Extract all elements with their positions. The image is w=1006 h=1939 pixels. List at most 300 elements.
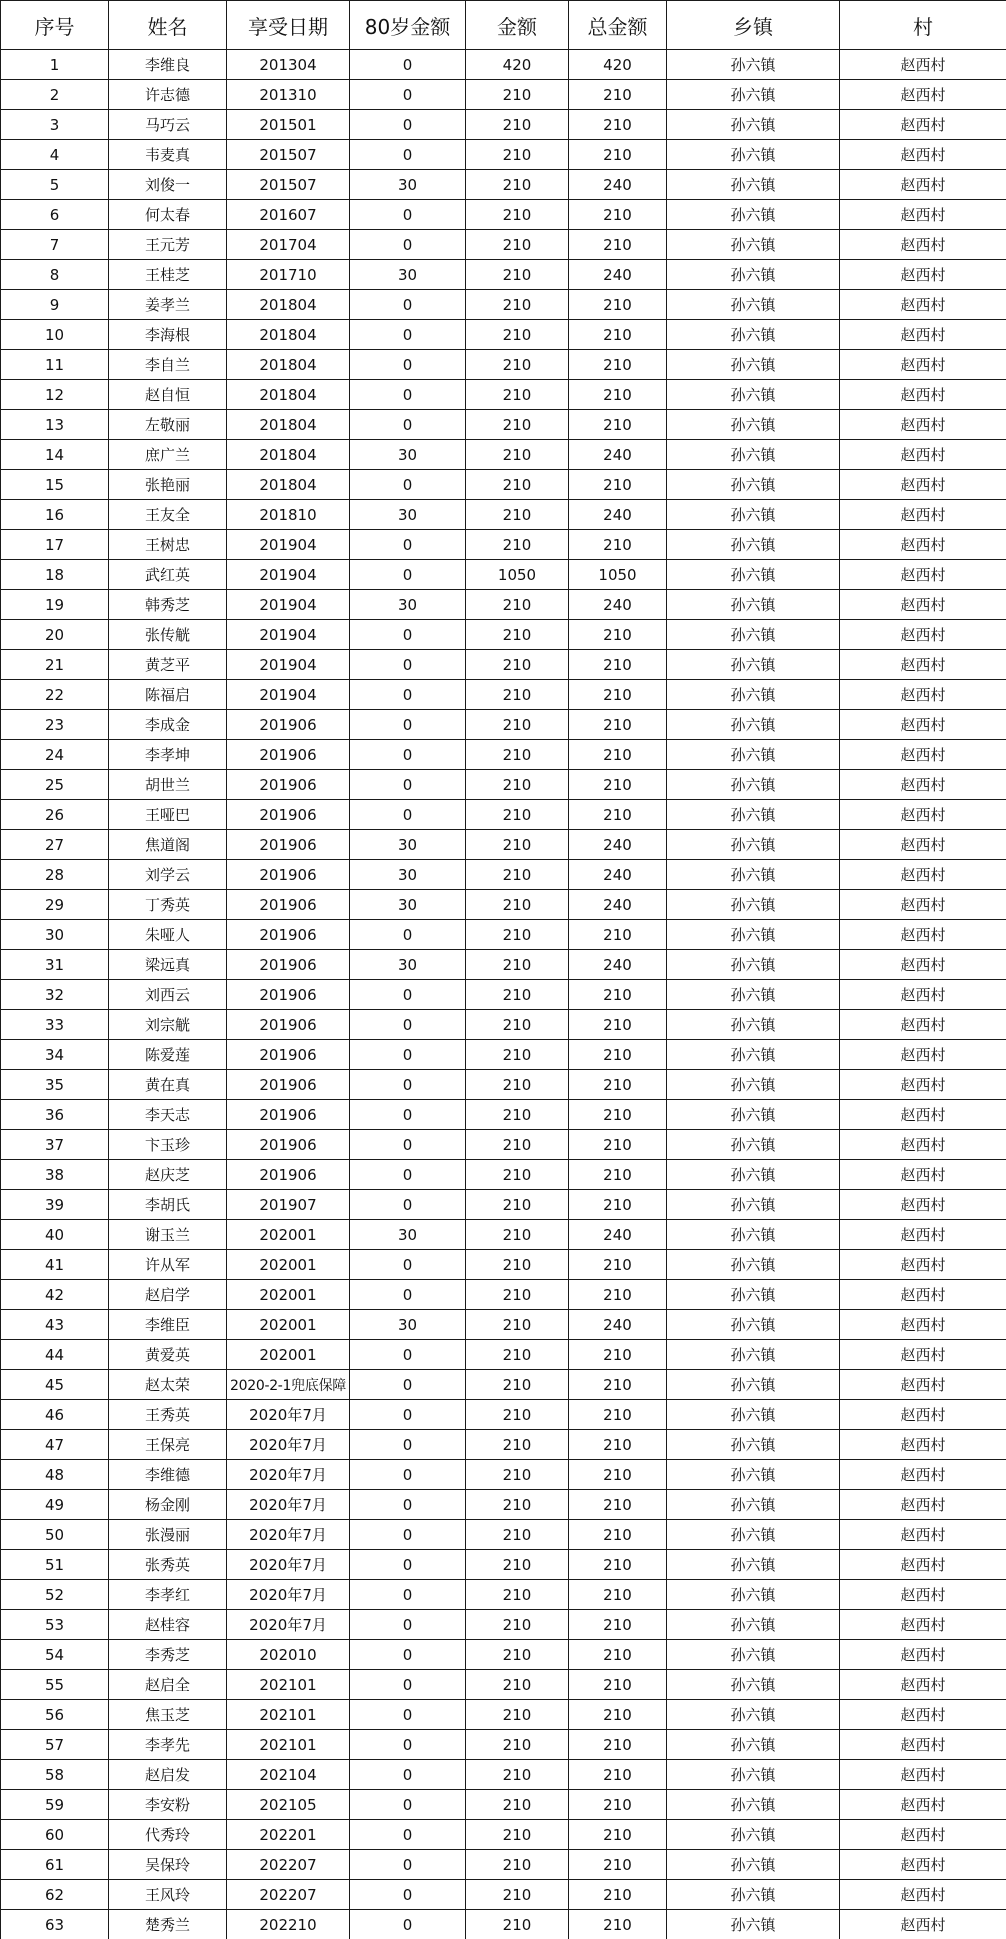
cell-village: 赵西村: [840, 830, 1006, 860]
cell-town: 孙六镇: [667, 1040, 840, 1070]
table-row: [1, 230, 1006, 260]
cell-village: 赵西村: [840, 140, 1006, 170]
cell-age80-amount: 0: [350, 1100, 466, 1130]
cell-village: 赵西村: [840, 410, 1006, 440]
cell-serial-number: 41: [1, 1250, 109, 1280]
cell-start-date: 202105: [227, 1790, 350, 1820]
cell-amount: 210: [466, 1130, 569, 1160]
table-row: [1, 380, 1006, 410]
table-row: [1, 350, 1006, 380]
cell-serial-number: 23: [1, 710, 109, 740]
cell-name: 赵启学: [109, 1280, 227, 1310]
cell-serial-number: 22: [1, 680, 109, 710]
cell-village: 赵西村: [840, 1100, 1006, 1130]
cell-total-amount: 210: [569, 1700, 667, 1730]
cell-village: 赵西村: [840, 1610, 1006, 1640]
cell-town: 孙六镇: [667, 110, 840, 140]
cell-total-amount: 210: [569, 1640, 667, 1670]
cell-total-amount: 210: [569, 680, 667, 710]
cell-total-amount: 210: [569, 1550, 667, 1580]
cell-village: 赵西村: [840, 470, 1006, 500]
cell-village: 赵西村: [840, 380, 1006, 410]
cell-village: 赵西村: [840, 800, 1006, 830]
cell-amount: 210: [466, 230, 569, 260]
cell-age80-amount: 0: [350, 770, 466, 800]
cell-town: 孙六镇: [667, 1220, 840, 1250]
cell-amount: 210: [466, 470, 569, 500]
cell-town: 孙六镇: [667, 590, 840, 620]
cell-amount: 420: [466, 50, 569, 80]
cell-serial-number: 9: [1, 290, 109, 320]
cell-start-date: 2020年7月: [227, 1400, 350, 1430]
cell-town: 孙六镇: [667, 560, 840, 590]
cell-age80-amount: 0: [350, 380, 466, 410]
cell-amount: 210: [466, 380, 569, 410]
cell-amount: 210: [466, 1700, 569, 1730]
cell-village: 赵西村: [840, 1070, 1006, 1100]
cell-amount: 210: [466, 1250, 569, 1280]
cell-total-amount: 210: [569, 80, 667, 110]
cell-amount: 210: [466, 950, 569, 980]
cell-town: 孙六镇: [667, 1520, 840, 1550]
cell-total-amount: 1050: [569, 560, 667, 590]
cell-age80-amount: 30: [350, 830, 466, 860]
table-row: [1, 1100, 1006, 1130]
cell-village: 赵西村: [840, 1760, 1006, 1790]
cell-town: 孙六镇: [667, 1670, 840, 1700]
cell-amount: 210: [466, 620, 569, 650]
cell-amount: 210: [466, 1070, 569, 1100]
cell-total-amount: 210: [569, 1130, 667, 1160]
cell-village: 赵西村: [840, 1640, 1006, 1670]
cell-village: 赵西村: [840, 350, 1006, 380]
cell-name: 王秀英: [109, 1400, 227, 1430]
cell-village: 赵西村: [840, 110, 1006, 140]
table-row: [1, 1790, 1006, 1820]
cell-serial-number: 11: [1, 350, 109, 380]
cell-town: 孙六镇: [667, 290, 840, 320]
cell-age80-amount: 0: [350, 1670, 466, 1700]
cell-serial-number: 63: [1, 1910, 109, 1939]
cell-serial-number: 27: [1, 830, 109, 860]
cell-total-amount: 240: [569, 170, 667, 200]
cell-age80-amount: 0: [350, 1640, 466, 1670]
cell-name: 李成金: [109, 710, 227, 740]
cell-village: 赵西村: [840, 1490, 1006, 1520]
cell-village: 赵西村: [840, 860, 1006, 890]
cell-age80-amount: 0: [350, 1160, 466, 1190]
cell-name: 赵启发: [109, 1760, 227, 1790]
cell-total-amount: 210: [569, 1190, 667, 1220]
cell-start-date: 201804: [227, 470, 350, 500]
cell-village: 赵西村: [840, 650, 1006, 680]
cell-age80-amount: 0: [350, 350, 466, 380]
cell-serial-number: 53: [1, 1610, 109, 1640]
cell-age80-amount: 30: [350, 860, 466, 890]
cell-village: 赵西村: [840, 1700, 1006, 1730]
cell-village: 赵西村: [840, 80, 1006, 110]
cell-amount: 210: [466, 860, 569, 890]
table-header: [1, 1, 1006, 50]
header-amount: 金额: [466, 1, 569, 50]
cell-village: 赵西村: [840, 890, 1006, 920]
table-row: [1, 620, 1006, 650]
cell-name: 李维良: [109, 50, 227, 80]
cell-start-date: 201804: [227, 380, 350, 410]
cell-name: 焦玉芝: [109, 1700, 227, 1730]
cell-start-date: 201906: [227, 890, 350, 920]
cell-total-amount: 210: [569, 1730, 667, 1760]
cell-name: 陈福启: [109, 680, 227, 710]
cell-amount: 210: [466, 1010, 569, 1040]
table-row: [1, 950, 1006, 980]
cell-town: 孙六镇: [667, 1370, 840, 1400]
cell-age80-amount: 0: [350, 1010, 466, 1040]
cell-name: 张艳丽: [109, 470, 227, 500]
cell-village: 赵西村: [840, 260, 1006, 290]
table-row: [1, 170, 1006, 200]
cell-name: 李维臣: [109, 1310, 227, 1340]
table-row: [1, 1220, 1006, 1250]
cell-total-amount: 210: [569, 1910, 667, 1939]
table-row: [1, 1880, 1006, 1910]
cell-serial-number: 36: [1, 1100, 109, 1130]
cell-start-date: 201804: [227, 440, 350, 470]
cell-amount: 210: [466, 590, 569, 620]
cell-total-amount: 210: [569, 1340, 667, 1370]
table-row: [1, 1340, 1006, 1370]
cell-serial-number: 28: [1, 860, 109, 890]
cell-amount: 210: [466, 170, 569, 200]
cell-amount: 210: [466, 710, 569, 740]
cell-village: 赵西村: [840, 1910, 1006, 1939]
cell-total-amount: 210: [569, 740, 667, 770]
cell-village: 赵西村: [840, 1850, 1006, 1880]
table-row: [1, 1730, 1006, 1760]
cell-start-date: 201906: [227, 950, 350, 980]
cell-amount: 210: [466, 1910, 569, 1939]
cell-age80-amount: 0: [350, 1580, 466, 1610]
cell-name: 李孝坤: [109, 740, 227, 770]
header-village: 村: [840, 1, 1006, 50]
cell-village: 赵西村: [840, 530, 1006, 560]
table-row: [1, 290, 1006, 320]
cell-town: 孙六镇: [667, 650, 840, 680]
header-town: 乡镇: [667, 1, 840, 50]
cell-amount: 210: [466, 980, 569, 1010]
cell-serial-number: 62: [1, 1880, 109, 1910]
cell-town: 孙六镇: [667, 1100, 840, 1130]
cell-town: 孙六镇: [667, 740, 840, 770]
cell-start-date: 201906: [227, 980, 350, 1010]
cell-name: 李维德: [109, 1460, 227, 1490]
cell-total-amount: 240: [569, 830, 667, 860]
cell-serial-number: 14: [1, 440, 109, 470]
cell-total-amount: 240: [569, 590, 667, 620]
cell-village: 赵西村: [840, 170, 1006, 200]
cell-amount: 210: [466, 1160, 569, 1190]
cell-serial-number: 16: [1, 500, 109, 530]
cell-age80-amount: 0: [350, 1430, 466, 1460]
table-row: [1, 1250, 1006, 1280]
cell-age80-amount: 0: [350, 230, 466, 260]
cell-name: 王元芳: [109, 230, 227, 260]
cell-start-date: 201906: [227, 1130, 350, 1160]
cell-name: 王哑巴: [109, 800, 227, 830]
cell-total-amount: 210: [569, 1370, 667, 1400]
cell-total-amount: 210: [569, 980, 667, 1010]
table-row: [1, 1640, 1006, 1670]
cell-start-date: 202001: [227, 1280, 350, 1310]
cell-serial-number: 25: [1, 770, 109, 800]
cell-town: 孙六镇: [667, 1250, 840, 1280]
cell-serial-number: 47: [1, 1430, 109, 1460]
cell-amount: 210: [466, 1430, 569, 1460]
cell-age80-amount: 0: [350, 1910, 466, 1939]
cell-total-amount: 210: [569, 140, 667, 170]
cell-start-date: 201906: [227, 800, 350, 830]
cell-town: 孙六镇: [667, 170, 840, 200]
cell-name: 武红英: [109, 560, 227, 590]
cell-total-amount: 210: [569, 350, 667, 380]
cell-village: 赵西村: [840, 1670, 1006, 1700]
cell-total-amount: 210: [569, 1670, 667, 1700]
cell-serial-number: 5: [1, 170, 109, 200]
cell-name: 马巧云: [109, 110, 227, 140]
cell-start-date: 201906: [227, 920, 350, 950]
table-row: [1, 410, 1006, 440]
cell-amount: 210: [466, 440, 569, 470]
cell-serial-number: 20: [1, 620, 109, 650]
cell-serial-number: 50: [1, 1520, 109, 1550]
cell-start-date: 201904: [227, 590, 350, 620]
cell-village: 赵西村: [840, 1430, 1006, 1460]
cell-town: 孙六镇: [667, 320, 840, 350]
cell-name: 王树忠: [109, 530, 227, 560]
cell-amount: 1050: [466, 560, 569, 590]
cell-serial-number: 13: [1, 410, 109, 440]
cell-total-amount: 240: [569, 950, 667, 980]
cell-total-amount: 210: [569, 530, 667, 560]
cell-total-amount: 210: [569, 1280, 667, 1310]
cell-village: 赵西村: [840, 1310, 1006, 1340]
cell-start-date: 201804: [227, 290, 350, 320]
cell-serial-number: 52: [1, 1580, 109, 1610]
cell-serial-number: 32: [1, 980, 109, 1010]
cell-village: 赵西村: [840, 1340, 1006, 1370]
table-row: [1, 1850, 1006, 1880]
header-start-date: 享受日期: [227, 1, 350, 50]
cell-age80-amount: 0: [350, 1610, 466, 1640]
cell-start-date: 202207: [227, 1850, 350, 1880]
cell-age80-amount: 0: [350, 1460, 466, 1490]
cell-age80-amount: 0: [350, 200, 466, 230]
cell-name: 庶广兰: [109, 440, 227, 470]
cell-name: 王保亮: [109, 1430, 227, 1460]
cell-amount: 210: [466, 500, 569, 530]
cell-name: 李安粉: [109, 1790, 227, 1820]
cell-name: 左敬丽: [109, 410, 227, 440]
cell-age80-amount: 30: [350, 260, 466, 290]
cell-name: 吴保玲: [109, 1850, 227, 1880]
cell-name: 何太春: [109, 200, 227, 230]
cell-start-date: 202101: [227, 1730, 350, 1760]
cell-age80-amount: 0: [350, 1280, 466, 1310]
cell-age80-amount: 30: [350, 890, 466, 920]
cell-start-date: 2020-2-1兜底保障: [227, 1370, 350, 1400]
cell-total-amount: 210: [569, 920, 667, 950]
table-row: [1, 590, 1006, 620]
cell-serial-number: 2: [1, 80, 109, 110]
cell-total-amount: 210: [569, 1820, 667, 1850]
cell-total-amount: 210: [569, 1160, 667, 1190]
cell-name: 刘俊一: [109, 170, 227, 200]
cell-total-amount: 210: [569, 1250, 667, 1280]
cell-town: 孙六镇: [667, 1700, 840, 1730]
cell-age80-amount: 0: [350, 620, 466, 650]
cell-start-date: 201907: [227, 1190, 350, 1220]
cell-town: 孙六镇: [667, 380, 840, 410]
cell-serial-number: 7: [1, 230, 109, 260]
cell-name: 张漫丽: [109, 1520, 227, 1550]
cell-start-date: 201607: [227, 200, 350, 230]
cell-start-date: 2020年7月: [227, 1610, 350, 1640]
cell-amount: 210: [466, 530, 569, 560]
cell-start-date: 202207: [227, 1880, 350, 1910]
cell-age80-amount: 0: [350, 140, 466, 170]
cell-serial-number: 30: [1, 920, 109, 950]
cell-amount: 210: [466, 1370, 569, 1400]
cell-amount: 210: [466, 1820, 569, 1850]
cell-town: 孙六镇: [667, 1460, 840, 1490]
cell-age80-amount: 30: [350, 950, 466, 980]
cell-start-date: 201906: [227, 770, 350, 800]
cell-town: 孙六镇: [667, 1910, 840, 1939]
cell-start-date: 2020年7月: [227, 1460, 350, 1490]
table-row: [1, 470, 1006, 500]
cell-start-date: 202010: [227, 1640, 350, 1670]
cell-serial-number: 18: [1, 560, 109, 590]
cell-start-date: 202001: [227, 1310, 350, 1340]
cell-name: 黄芝平: [109, 650, 227, 680]
table-row: [1, 800, 1006, 830]
cell-town: 孙六镇: [667, 620, 840, 650]
cell-start-date: 202001: [227, 1220, 350, 1250]
table-row: [1, 500, 1006, 530]
cell-village: 赵西村: [840, 1130, 1006, 1160]
table-row: [1, 1400, 1006, 1430]
cell-name: 韩秀芝: [109, 590, 227, 620]
cell-village: 赵西村: [840, 680, 1006, 710]
cell-amount: 210: [466, 1100, 569, 1130]
table-row: [1, 680, 1006, 710]
cell-amount: 210: [466, 1310, 569, 1340]
cell-town: 孙六镇: [667, 1400, 840, 1430]
cell-village: 赵西村: [840, 710, 1006, 740]
table-row: [1, 1310, 1006, 1340]
cell-amount: 210: [466, 650, 569, 680]
table-row: [1, 770, 1006, 800]
cell-town: 孙六镇: [667, 530, 840, 560]
cell-town: 孙六镇: [667, 770, 840, 800]
cell-serial-number: 40: [1, 1220, 109, 1250]
cell-town: 孙六镇: [667, 80, 840, 110]
table-row: [1, 560, 1006, 590]
cell-town: 孙六镇: [667, 1130, 840, 1160]
cell-start-date: 201804: [227, 410, 350, 440]
cell-total-amount: 210: [569, 1610, 667, 1640]
cell-total-amount: 210: [569, 320, 667, 350]
cell-age80-amount: 30: [350, 440, 466, 470]
cell-name: 陈爱莲: [109, 1040, 227, 1070]
cell-village: 赵西村: [840, 980, 1006, 1010]
cell-serial-number: 35: [1, 1070, 109, 1100]
cell-age80-amount: 0: [350, 710, 466, 740]
cell-start-date: 201904: [227, 650, 350, 680]
cell-amount: 210: [466, 1520, 569, 1550]
cell-serial-number: 24: [1, 740, 109, 770]
table-row: [1, 1520, 1006, 1550]
cell-name: 卞玉珍: [109, 1130, 227, 1160]
cell-total-amount: 210: [569, 1760, 667, 1790]
table-row: [1, 830, 1006, 860]
cell-start-date: 202001: [227, 1340, 350, 1370]
cell-age80-amount: 30: [350, 1310, 466, 1340]
cell-start-date: 201906: [227, 1100, 350, 1130]
cell-serial-number: 29: [1, 890, 109, 920]
cell-total-amount: 210: [569, 470, 667, 500]
cell-start-date: 201804: [227, 350, 350, 380]
cell-name: 李自兰: [109, 350, 227, 380]
cell-amount: 210: [466, 1610, 569, 1640]
cell-serial-number: 59: [1, 1790, 109, 1820]
cell-start-date: 201904: [227, 560, 350, 590]
cell-name: 王风玲: [109, 1880, 227, 1910]
table-row: [1, 260, 1006, 290]
cell-age80-amount: 0: [350, 1760, 466, 1790]
cell-name: 谢玉兰: [109, 1220, 227, 1250]
cell-town: 孙六镇: [667, 920, 840, 950]
cell-start-date: 201904: [227, 620, 350, 650]
cell-age80-amount: 0: [350, 290, 466, 320]
table-row: [1, 1430, 1006, 1460]
cell-age80-amount: 0: [350, 740, 466, 770]
cell-village: 赵西村: [840, 770, 1006, 800]
cell-start-date: 201507: [227, 140, 350, 170]
cell-total-amount: 210: [569, 1490, 667, 1520]
cell-village: 赵西村: [840, 1190, 1006, 1220]
cell-amount: 210: [466, 800, 569, 830]
cell-name: 韦麦真: [109, 140, 227, 170]
cell-name: 李孝红: [109, 1580, 227, 1610]
cell-age80-amount: 0: [350, 1370, 466, 1400]
cell-town: 孙六镇: [667, 1010, 840, 1040]
table-row: [1, 1460, 1006, 1490]
cell-start-date: 201906: [227, 1010, 350, 1040]
cell-serial-number: 38: [1, 1160, 109, 1190]
cell-total-amount: 210: [569, 770, 667, 800]
cell-town: 孙六镇: [667, 1760, 840, 1790]
cell-name: 赵启全: [109, 1670, 227, 1700]
cell-serial-number: 58: [1, 1760, 109, 1790]
cell-village: 赵西村: [840, 1010, 1006, 1040]
cell-serial-number: 49: [1, 1490, 109, 1520]
cell-start-date: 202101: [227, 1670, 350, 1700]
table-row: [1, 320, 1006, 350]
cell-total-amount: 210: [569, 410, 667, 440]
header-row: [1, 1, 1006, 50]
cell-village: 赵西村: [840, 1370, 1006, 1400]
